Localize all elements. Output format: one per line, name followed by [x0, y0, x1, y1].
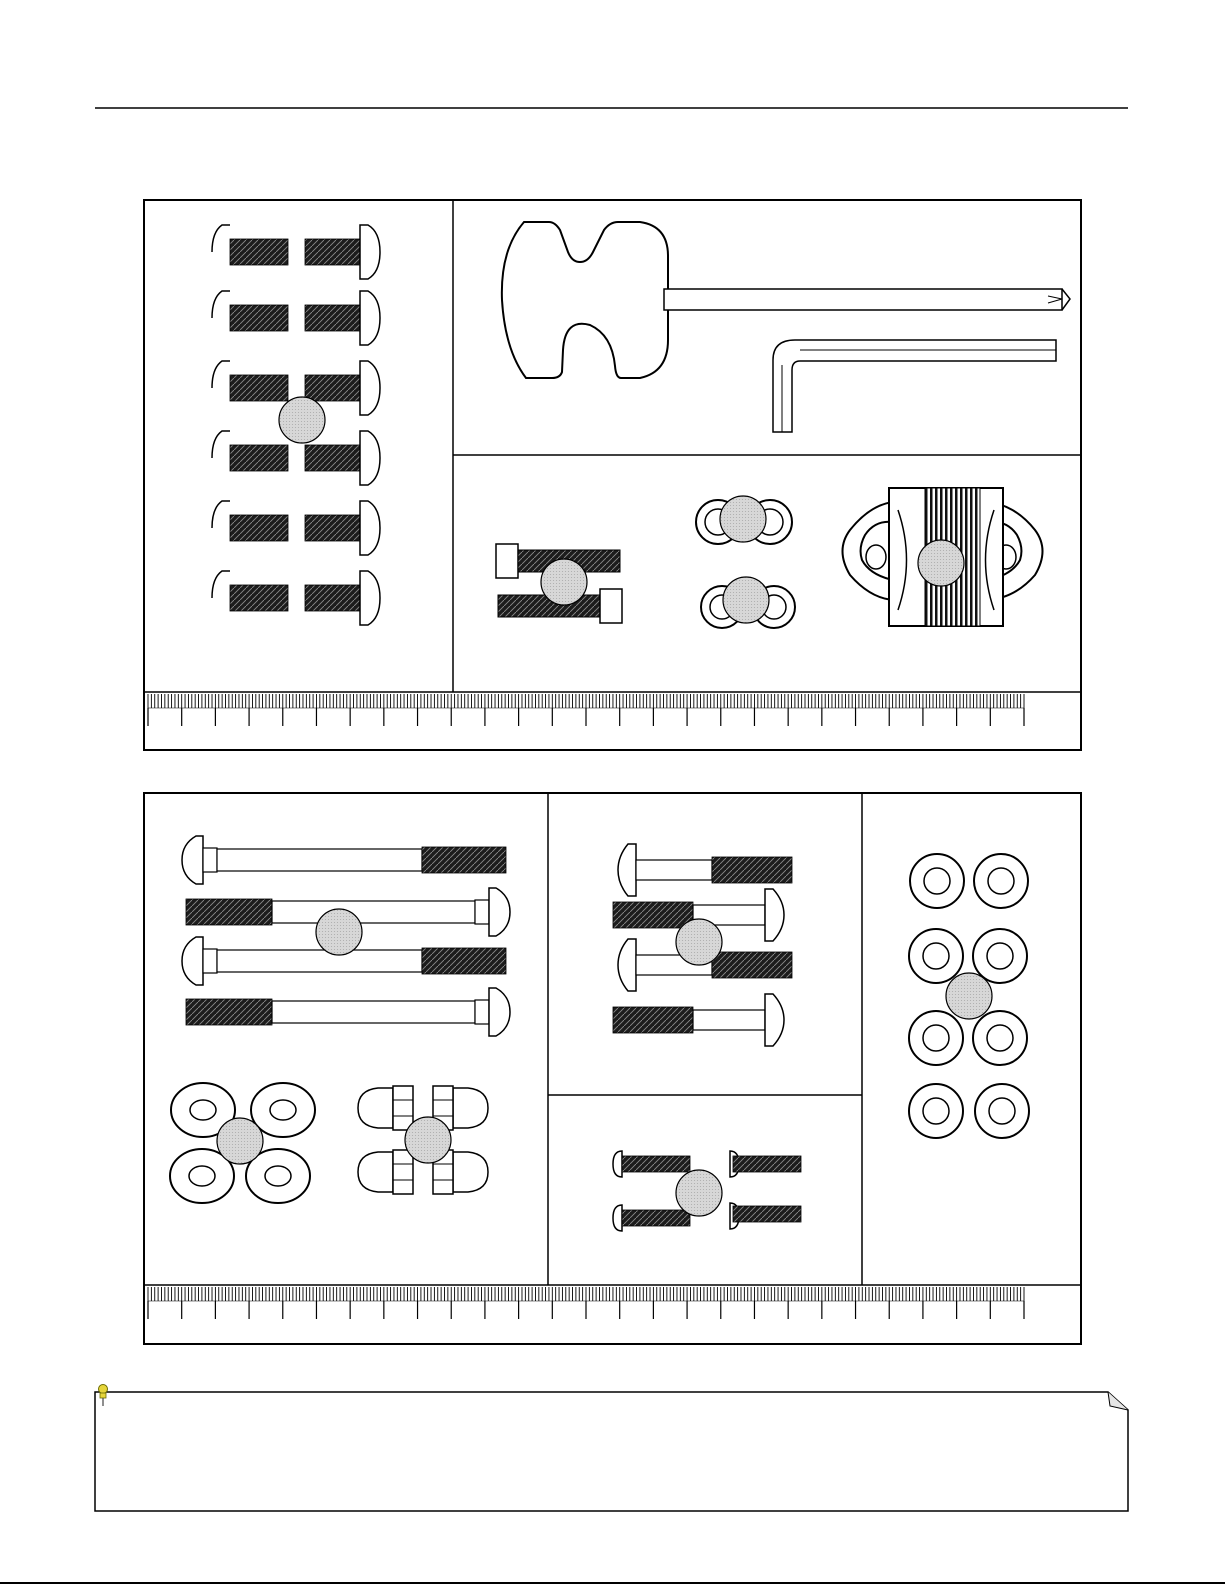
- flat-washer: [909, 1011, 963, 1065]
- flat-washer: [910, 854, 964, 908]
- key-circle: [723, 577, 769, 623]
- key-circle: [676, 919, 722, 965]
- key-circle: [720, 496, 766, 542]
- flat-washer: [973, 929, 1027, 983]
- key-circle: [676, 1170, 722, 1216]
- key-circle: [316, 909, 362, 955]
- key-circle: [279, 397, 325, 443]
- key-circle: [405, 1117, 451, 1163]
- key-circle: [217, 1118, 263, 1164]
- flat-washer: [909, 1084, 963, 1138]
- key-circle: [918, 540, 964, 586]
- note-box: [95, 1392, 1128, 1511]
- flat-washer: [909, 929, 963, 983]
- flat-washer: [974, 854, 1028, 908]
- flat-washer: [973, 1011, 1027, 1065]
- key-circle: [541, 559, 587, 605]
- flat-washer: [975, 1084, 1029, 1138]
- key-circle: [946, 973, 992, 1019]
